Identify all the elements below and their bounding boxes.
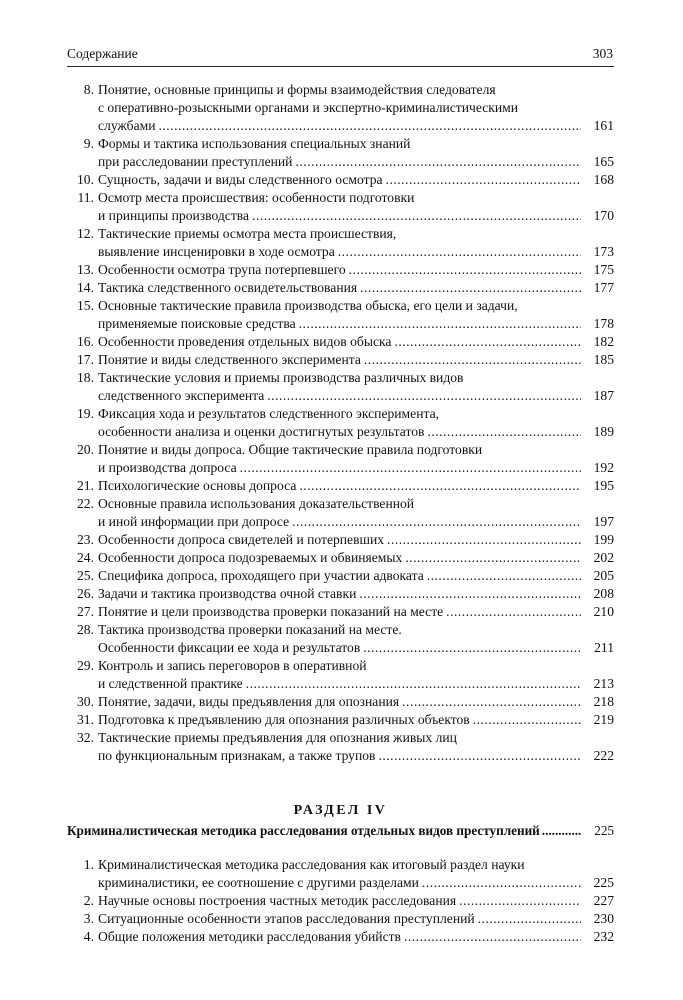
toc-entry-page: 168 bbox=[593, 172, 614, 187]
toc-entry bbox=[67, 711, 614, 729]
toc-entry-number: 32. bbox=[77, 730, 94, 745]
toc-entry-page: 192 bbox=[593, 460, 614, 475]
toc-entry-number: 17. bbox=[77, 352, 94, 367]
toc-entry-text-line: применяемые поисковые средства bbox=[98, 316, 296, 331]
toc-entry-number: 28. bbox=[77, 622, 94, 637]
leader-dots bbox=[363, 639, 581, 657]
toc-entry bbox=[67, 603, 614, 621]
toc-entry-number: 31. bbox=[77, 712, 94, 727]
section-subtitle: Криминалистическая методика расследования отдельных видов преступлений bbox=[67, 823, 540, 838]
toc-entry-page: 199 bbox=[593, 532, 614, 547]
toc-entry-number: 11. bbox=[77, 190, 94, 205]
toc-entry-page: 222 bbox=[593, 748, 614, 763]
toc-entry bbox=[67, 693, 614, 711]
leader-dots bbox=[387, 531, 581, 549]
toc-entry-page: 225 bbox=[593, 875, 614, 890]
toc-entry-text-line: Специфика допроса, проходящего при участии адвоката bbox=[98, 568, 424, 583]
toc-entry-number: 13. bbox=[77, 262, 94, 277]
leader-dots bbox=[386, 171, 581, 189]
toc-entry-text-line: Особенности проведения отдельных видов обыска bbox=[98, 334, 392, 349]
toc-entry-number: 25. bbox=[77, 568, 94, 583]
toc-entry-text-line: особенности анализа и оценки достигнутых результатов bbox=[98, 424, 425, 439]
toc-entry-number: 30. bbox=[77, 694, 94, 709]
leader-dots bbox=[246, 675, 581, 693]
leader-dots bbox=[478, 910, 581, 928]
toc-entry-text-line: Особенности фиксации ее хода и результатов bbox=[98, 640, 361, 655]
toc-entry-text-line: Основные правила использования доказательственной bbox=[98, 496, 415, 511]
toc-entry-text-line: Тактические условия и приемы производства различных видов bbox=[98, 370, 464, 385]
toc-entry bbox=[67, 657, 614, 693]
section-title: РАЗДЕЛ IV bbox=[293, 803, 388, 818]
leader-dots bbox=[473, 711, 581, 729]
toc-entry-text-line: выявление инсценировки в ходе осмотра bbox=[98, 244, 335, 259]
toc-entry bbox=[67, 441, 614, 477]
toc-entry-text-line: и иной информации при допросе bbox=[98, 514, 290, 529]
toc-entry-text-line: при расследовании преступлений bbox=[98, 154, 293, 169]
toc-entry-number: 18. bbox=[77, 370, 94, 385]
leader-dots bbox=[299, 477, 581, 495]
toc-entry-text-line: с оперативно-розыскными органами и экспертно-криминалистическими bbox=[98, 100, 519, 115]
toc-entry-page: 161 bbox=[593, 118, 614, 133]
toc-entry-page: 175 bbox=[593, 262, 614, 277]
toc-entry-page: 178 bbox=[593, 316, 614, 331]
toc-entry bbox=[67, 892, 614, 910]
toc-entry-text-line: Задачи и тактика производства очной ставки bbox=[98, 586, 357, 601]
leader-dots bbox=[267, 387, 581, 405]
leader-dots bbox=[252, 207, 581, 225]
toc-entry bbox=[67, 351, 614, 369]
toc-list-bottom bbox=[67, 856, 614, 946]
toc-entry-number: 15. bbox=[77, 298, 94, 313]
toc-entry-text-line: Понятие и виды допроса. Общие тактические правила подготовки bbox=[98, 442, 483, 457]
toc-entry bbox=[67, 261, 614, 279]
toc-entry bbox=[67, 729, 614, 765]
toc-entry-text-line: Основные тактические правила производства обыска, его цели и задачи, bbox=[98, 298, 518, 313]
leader-dots bbox=[360, 279, 581, 297]
toc-entry-text-line: Ситуационные особенности этапов расследования преступлений bbox=[98, 911, 475, 926]
toc-entry-number: 29. bbox=[77, 658, 94, 673]
toc-entry-number: 19. bbox=[77, 406, 94, 421]
toc-entry-page: 187 bbox=[593, 388, 614, 403]
toc-entry bbox=[67, 369, 614, 405]
toc-entry bbox=[67, 297, 614, 333]
toc-entry-page: 202 bbox=[593, 550, 614, 565]
toc-entry-text-line: по функциональным признакам, а также трупов bbox=[98, 748, 376, 763]
toc-entry-text-line: службами bbox=[98, 118, 156, 133]
toc-entry bbox=[67, 567, 614, 585]
toc-entry-number: 1. bbox=[83, 857, 94, 872]
toc-entry-text-line: Криминалистическая методика расследования как итоговый раздел науки bbox=[98, 857, 525, 872]
leader-dots bbox=[427, 567, 581, 585]
toc-entry-page: 210 bbox=[593, 604, 614, 619]
toc-entry-page: 227 bbox=[593, 893, 614, 908]
toc-entry-text-line: Психологические основы допроса bbox=[98, 478, 297, 493]
toc-entry-page: 213 bbox=[593, 676, 614, 691]
leader-dots bbox=[459, 892, 581, 910]
toc-entry-text-line: Тактика следственного освидетельствования bbox=[98, 280, 358, 295]
toc-entry-number: 3. bbox=[83, 911, 94, 926]
toc-entry-number: 26. bbox=[77, 586, 94, 601]
toc-entry bbox=[67, 531, 614, 549]
leader-dots bbox=[295, 153, 581, 171]
toc-entry-page: 208 bbox=[593, 586, 614, 601]
toc-entry-page: 195 bbox=[593, 478, 614, 493]
toc-entry-page: 211 bbox=[594, 640, 614, 655]
toc-entry-page: 189 bbox=[593, 424, 614, 439]
toc-entry bbox=[67, 585, 614, 603]
toc-entry-text-line: и производства допроса bbox=[98, 460, 237, 475]
toc-entry bbox=[67, 189, 614, 225]
leader-dots bbox=[378, 747, 581, 765]
leader-dots bbox=[349, 261, 581, 279]
toc-entry bbox=[67, 910, 614, 928]
toc-entry bbox=[67, 279, 614, 297]
toc-entry-page: 205 bbox=[593, 568, 614, 583]
leader-dots bbox=[446, 603, 581, 621]
leader-dots bbox=[427, 423, 581, 441]
section-subtitle-row bbox=[67, 822, 614, 840]
toc-entry-number: 27. bbox=[77, 604, 94, 619]
section-page-number: 225 bbox=[594, 823, 614, 838]
toc-entry-page: 185 bbox=[593, 352, 614, 367]
toc-entry-number: 2. bbox=[83, 893, 94, 908]
toc-entry-text-line: Понятие и цели производства проверки показаний на месте bbox=[98, 604, 444, 619]
toc-entry-page: 165 bbox=[593, 154, 614, 169]
toc-entry-text-line: криминалистики, ее соотношение с другими разделами bbox=[98, 875, 419, 890]
toc-list-top bbox=[67, 81, 614, 765]
toc-entry-text-line: Подготовка к предъявлению для опознания различных объектов bbox=[98, 712, 470, 727]
toc-entry-page: 232 bbox=[593, 929, 614, 944]
running-header bbox=[67, 46, 613, 64]
toc-entry-number: 16. bbox=[77, 334, 94, 349]
toc-entry-text-line: Научные основы построения частных методик расследования bbox=[98, 893, 457, 908]
leader-dots bbox=[240, 459, 581, 477]
toc-entry-text-line: и принципы производства bbox=[98, 208, 250, 223]
toc-entry-text-line: Тактические приемы предъявления для опознания живых лиц bbox=[98, 730, 457, 745]
toc-entry-text-line: Понятие и виды следственного эксперимента bbox=[98, 352, 361, 367]
toc-entry bbox=[67, 477, 614, 495]
toc-entry-page: 177 bbox=[593, 280, 614, 295]
header-title: Содержание bbox=[67, 46, 138, 61]
toc-entry bbox=[67, 856, 614, 892]
toc-entry-page: 173 bbox=[593, 244, 614, 259]
toc-entry-page: 230 bbox=[593, 911, 614, 926]
leader-dots bbox=[158, 117, 581, 135]
leader-dots bbox=[405, 549, 581, 567]
toc-entry bbox=[67, 225, 614, 261]
toc-entry bbox=[67, 928, 614, 946]
toc-entry-number: 8. bbox=[83, 82, 94, 97]
toc-entry-page: 197 bbox=[593, 514, 614, 529]
leader-dots bbox=[422, 874, 581, 892]
toc-entry bbox=[67, 549, 614, 567]
toc-entry-text-line: Общие положения методики расследования убийств bbox=[98, 929, 401, 944]
toc-entry-number: 12. bbox=[77, 226, 94, 241]
toc-entry bbox=[67, 621, 614, 657]
leader-dots bbox=[359, 585, 581, 603]
toc-entry-number: 10. bbox=[77, 172, 94, 187]
toc-entry-number: 22. bbox=[77, 496, 94, 511]
toc-entry-text-line: Понятие, основные принципы и формы взаимодействия следователя bbox=[98, 82, 496, 97]
toc-entry bbox=[67, 333, 614, 351]
toc-entry-page: 170 bbox=[593, 208, 614, 223]
leader-dots bbox=[402, 693, 581, 711]
toc-entry-text-line: Осмотр места происшествия: особенности подготовки bbox=[98, 190, 415, 205]
toc-entry-text-line: Понятие, задачи, виды предъявления для опознания bbox=[98, 694, 400, 709]
toc-entry-text-line: Сущность, задачи и виды следственного осмотра bbox=[98, 172, 383, 187]
toc-entry-page: 219 bbox=[593, 712, 614, 727]
toc-entry bbox=[67, 405, 614, 441]
toc-entry bbox=[67, 171, 614, 189]
toc-entry bbox=[67, 495, 614, 531]
leader-dots bbox=[338, 243, 581, 261]
toc-entry-text-line: Тактические приемы осмотра места происшествия, bbox=[98, 226, 397, 241]
leader-dots bbox=[299, 315, 581, 333]
toc-entry-number: 23. bbox=[77, 532, 94, 547]
leader-dots bbox=[404, 928, 581, 946]
leader-dots bbox=[364, 351, 581, 369]
toc-entry-text-line: Особенности осмотра трупа потерпевшего bbox=[98, 262, 346, 277]
toc-entry-number: 9. bbox=[83, 136, 94, 151]
toc-entry-number: 20. bbox=[77, 442, 94, 457]
toc-entry-page: 218 bbox=[593, 694, 614, 709]
toc-entry-number: 21. bbox=[77, 478, 94, 493]
toc-entry-text-line: Особенности допроса подозреваемых и обвиняемых bbox=[98, 550, 403, 565]
toc-entry bbox=[67, 135, 614, 171]
toc-entry-text-line: Контроль и запись переговоров в оперативной bbox=[98, 658, 367, 673]
leader-dots bbox=[292, 513, 581, 531]
toc-entry-number: 4. bbox=[83, 929, 94, 944]
toc-entry-page: 182 bbox=[593, 334, 614, 349]
toc-entry-text-line: Фиксация хода и результатов следственного эксперимента, bbox=[98, 406, 440, 421]
toc-entry-text-line: Тактика производства проверки показаний на месте. bbox=[98, 622, 402, 637]
toc-entry-text-line: следственного эксперимента bbox=[98, 388, 265, 403]
toc-entry-text-line: и следственной практике bbox=[98, 676, 243, 691]
toc-entry-number: 14. bbox=[77, 280, 94, 295]
toc-entry-text-line: Формы и тактика использования специальных знаний bbox=[98, 136, 411, 151]
leader-dots bbox=[394, 333, 581, 351]
toc-entry bbox=[67, 81, 614, 135]
leader-dots bbox=[542, 822, 582, 840]
header-page-number: 303 bbox=[592, 46, 613, 61]
toc-entry-number: 24. bbox=[77, 550, 94, 565]
header-rule bbox=[67, 66, 614, 67]
toc-entry-text-line: Особенности допроса свидетелей и потерпевших bbox=[98, 532, 385, 547]
